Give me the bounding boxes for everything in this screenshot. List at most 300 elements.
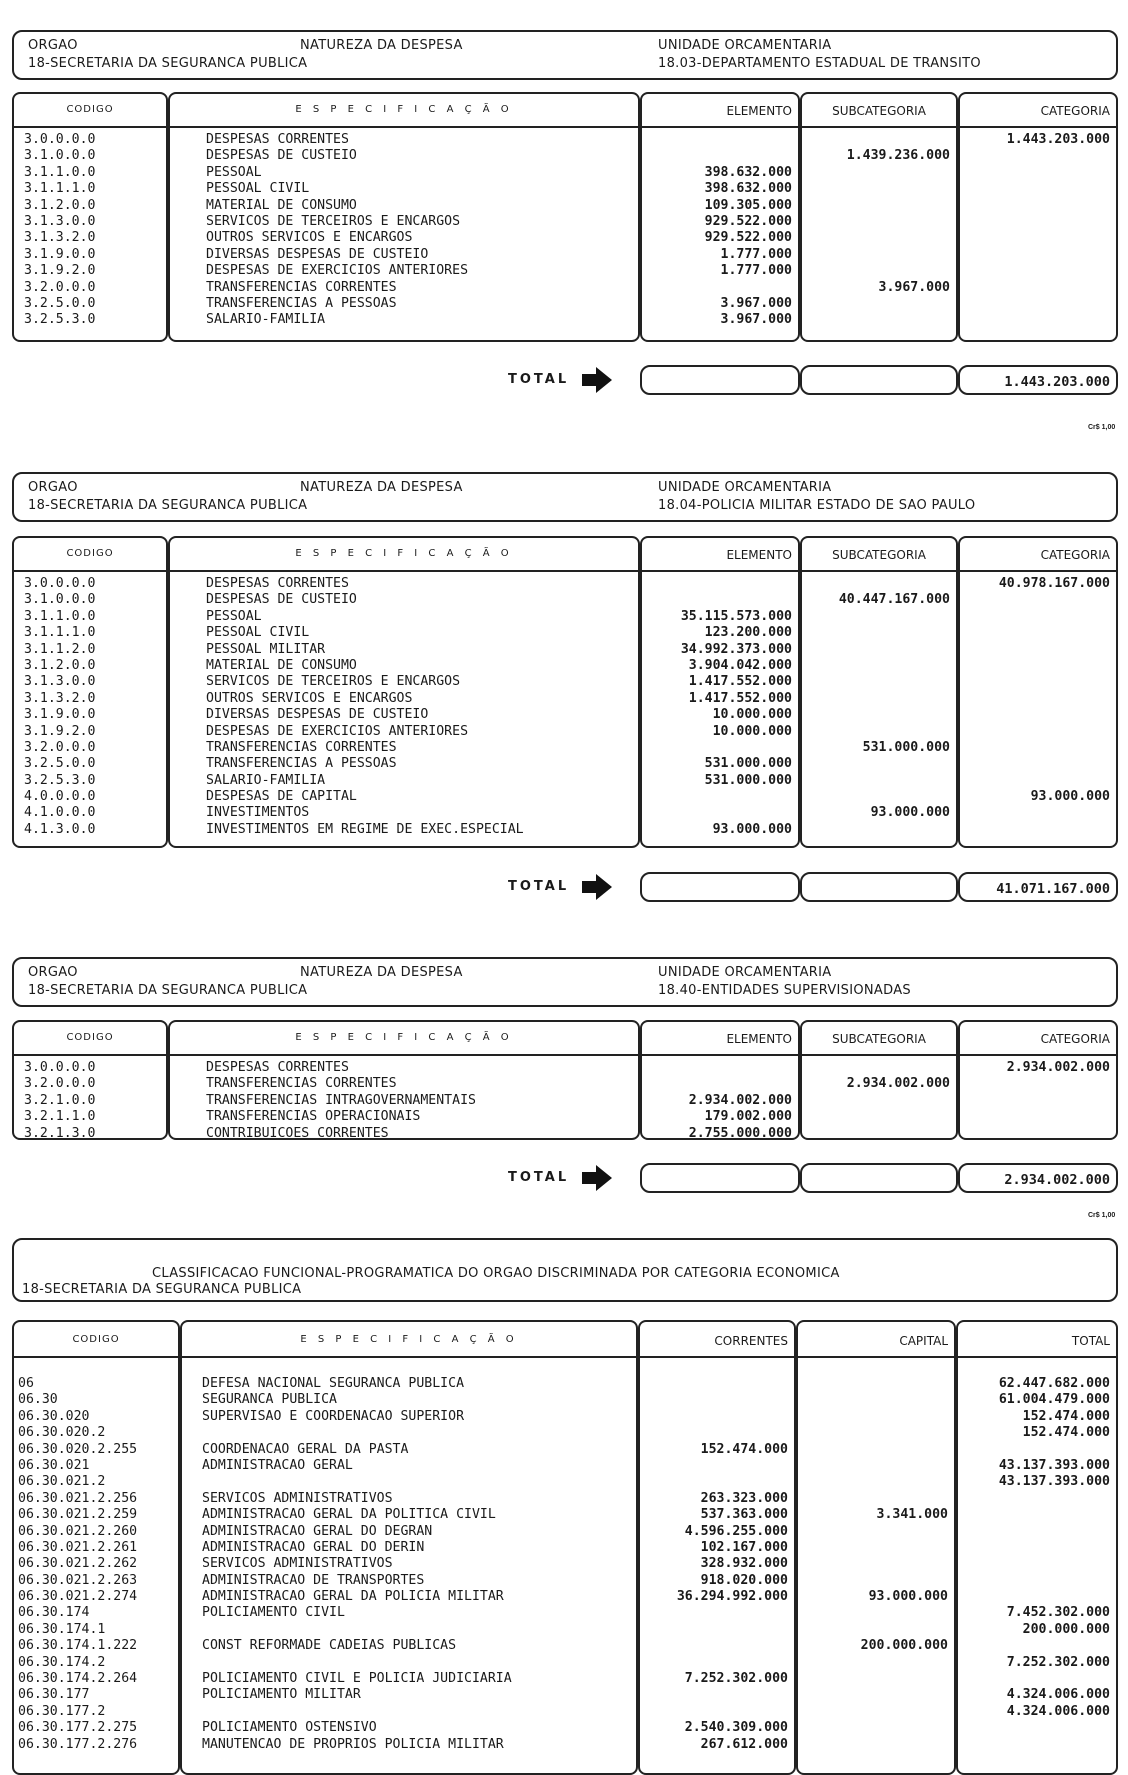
especificacao-cell: TRANSFERENCIAS CORRENTES xyxy=(206,279,397,295)
especificacao-cell: TRANSFERENCIAS CORRENTES xyxy=(206,739,397,755)
capital-value xyxy=(796,1458,948,1474)
subcategoria-list xyxy=(800,1060,950,1142)
especificacao-cell: MANUTENCAO DE PROPRIOS POLICIA MILITAR xyxy=(202,1736,504,1752)
header-divider xyxy=(12,1054,1118,1056)
especificacao-cell: MATERIAL DE CONSUMO xyxy=(206,197,357,213)
especificacao-cell: DESPESAS DE CAPITAL xyxy=(206,789,357,805)
correntes-value: 36.294.992.000 xyxy=(676,1589,788,1605)
correntes-value: 7.252.302.000 xyxy=(684,1671,788,1687)
total-value xyxy=(956,1442,1110,1458)
especificacao-cell: DESPESAS DE EXERCICIOS ANTERIORES xyxy=(206,723,469,739)
total-value: 61.004.479.000 xyxy=(998,1392,1110,1408)
categoria-value xyxy=(958,1076,1110,1092)
codigo-cell: 3.0.0.0.0 xyxy=(24,1060,96,1075)
codigo-cell: 3.1.3.0.0 xyxy=(24,213,96,229)
codigo-cell: 3.1.9.0.0 xyxy=(24,246,96,262)
categoria-value xyxy=(958,263,1110,279)
categoria-column-header: CATEGORIA xyxy=(1040,1032,1110,1046)
capital-value xyxy=(796,1622,948,1638)
capital-value xyxy=(796,1491,948,1507)
subcategoria-value: 1.439.236.000 xyxy=(846,148,950,164)
especificacao-cell: TRANSFERENCIAS A PESSOAS xyxy=(206,295,397,311)
especificacao-list xyxy=(206,576,636,838)
subcategoria-value xyxy=(800,1109,950,1125)
categoria-value xyxy=(958,230,1110,246)
orgao-value: 18-SECRETARIA DA SEGURANCA PUBLICA xyxy=(28,56,308,71)
especificacao-cell: TRANSFERENCIAS A PESSOAS xyxy=(206,756,397,772)
categoria-value xyxy=(958,165,1110,181)
subcategoria-column-header: SUBCATEGORIA xyxy=(832,548,926,562)
correntes-value: 267.612.000 xyxy=(700,1736,788,1752)
elemento-list xyxy=(640,576,792,838)
especificacao-column-header: E S P E C I F I C A Ç Ã O xyxy=(295,1032,513,1043)
elemento-value: 1.777.000 xyxy=(720,263,792,279)
codigo-column-header: CODIGO xyxy=(66,1032,114,1043)
categoria-value xyxy=(958,674,1110,690)
subcategoria-value xyxy=(800,214,950,230)
especificacao-cell: SERVICOS ADMINISTRATIVOS xyxy=(202,1556,393,1572)
categoria-value xyxy=(958,609,1110,625)
correntes-value xyxy=(638,1655,788,1671)
categoria-list xyxy=(958,132,1110,329)
codigo-cell: 06.30.021.2.256 xyxy=(18,1490,138,1506)
codigo-cell: 06.30.021.2.263 xyxy=(18,1572,138,1588)
capital-column-header: CAPITAL xyxy=(899,1334,948,1348)
codigo-cell: 3.1.3.0.0 xyxy=(24,674,96,690)
elemento-value xyxy=(640,740,792,756)
orgao-label: ORGAO xyxy=(28,965,78,980)
elemento-value: 398.632.000 xyxy=(704,181,792,197)
especificacao-cell xyxy=(202,1655,632,1671)
elemento-value: 531.000.000 xyxy=(704,756,792,772)
codigo-cell: 06.30.174.1 xyxy=(18,1621,106,1637)
header-divider xyxy=(12,1356,1118,1358)
total-value: 43.137.393.000 xyxy=(998,1457,1110,1473)
especificacao-cell: DESPESAS CORRENTES xyxy=(206,576,349,591)
elemento-value: 929.522.000 xyxy=(704,213,792,229)
categoria-value xyxy=(958,756,1110,772)
capital-value xyxy=(796,1425,948,1441)
unidade-label: UNIDADE ORCAMENTARIA xyxy=(658,965,832,980)
elemento-column-header: ELEMENTO xyxy=(726,548,792,562)
categoria-column-header: CATEGORIA xyxy=(1040,548,1110,562)
subcategoria-value xyxy=(800,773,950,789)
codigo-column-header: CODIGO xyxy=(72,1334,120,1345)
correntes-value: 328.932.000 xyxy=(700,1556,788,1572)
elemento-value: 929.522.000 xyxy=(704,230,792,246)
especificacao-list xyxy=(206,1060,636,1142)
especificacao-cell: DESPESAS CORRENTES xyxy=(206,132,349,147)
correntes-value xyxy=(638,1425,788,1441)
codigo-cell: 3.1.1.1.0 xyxy=(24,181,96,197)
codigo-cell: 06.30.021.2.260 xyxy=(18,1523,138,1539)
codigo-cell: 06.30.174.2 xyxy=(18,1654,106,1670)
subcategoria-list xyxy=(800,576,950,838)
total-value xyxy=(956,1737,1110,1753)
especificacao-cell: POLICIAMENTO CIVIL E POLICIA JUDICIARIA xyxy=(202,1671,512,1687)
subcategoria-column-header: SUBCATEGORIA xyxy=(832,104,926,118)
elemento-value: 1.777.000 xyxy=(720,246,792,262)
total-value xyxy=(956,1491,1110,1507)
categoria-value xyxy=(958,805,1110,821)
especificacao-cell xyxy=(202,1474,632,1490)
correntes-value: 2.540.309.000 xyxy=(684,1720,788,1736)
codigo-cell: 06.30.021.2.261 xyxy=(18,1539,138,1555)
especificacao-cell: PESSOAL xyxy=(206,608,262,624)
elemento-value: 2.755.000.000 xyxy=(688,1125,792,1141)
especificacao-cell: SUPERVISAO E COORDENACAO SUPERIOR xyxy=(202,1408,465,1424)
correntes-column-header: CORRENTES xyxy=(714,1334,788,1348)
currency-stamp: Cr$ 1,00 xyxy=(1088,424,1116,431)
orgao-value: 18-SECRETARIA DA SEGURANCA PUBLICA xyxy=(28,498,308,513)
header-divider xyxy=(12,126,1118,128)
capital-value xyxy=(796,1687,948,1703)
especificacao-cell: OUTROS SERVICOS E ENCARGOS xyxy=(206,230,413,246)
categoria-value xyxy=(958,280,1110,296)
total-value xyxy=(956,1524,1110,1540)
especificacao-cell: DESPESAS DE EXERCICIOS ANTERIORES xyxy=(206,263,469,279)
natureza-label: NATUREZA DA DESPESA xyxy=(300,480,463,495)
total-value: 200.000.000 xyxy=(1022,1621,1110,1637)
capital-value: 3.341.000 xyxy=(876,1507,948,1523)
categoria-value xyxy=(958,148,1110,164)
subcategoria-value xyxy=(800,658,950,674)
codigo-column-header: CODIGO xyxy=(66,548,114,559)
codigo-cell: 3.1.1.0.0 xyxy=(24,164,96,180)
capital-value xyxy=(796,1704,948,1720)
arrow-right-icon xyxy=(582,874,612,900)
capital-value xyxy=(796,1737,948,1753)
correntes-value xyxy=(638,1638,788,1654)
codigo-cell: 3.1.2.0.0 xyxy=(24,657,96,673)
categoria-value xyxy=(958,312,1110,328)
arrow-right-icon xyxy=(582,1165,612,1191)
subcategoria-value xyxy=(800,198,950,214)
correntes-value xyxy=(638,1605,788,1621)
total-value: 7.252.302.000 xyxy=(1006,1654,1110,1670)
categoria-value xyxy=(958,214,1110,230)
especificacao-list xyxy=(202,1376,632,1753)
codigo-cell: 3.0.0.0.0 xyxy=(24,576,96,591)
categoria-list xyxy=(958,576,1110,838)
codigo-cell: 06.30.177.2.276 xyxy=(18,1736,138,1752)
subcategoria-value xyxy=(800,756,950,772)
capital-value xyxy=(796,1605,948,1621)
especificacao-cell: PESSOAL xyxy=(206,164,262,180)
categoria-value xyxy=(958,773,1110,789)
especificacao-column-header: E S P E C I F I C A Ç Ã O xyxy=(295,548,513,559)
codigo-cell: 3.1.0.0.0 xyxy=(24,148,96,164)
unidade-label: UNIDADE ORCAMENTARIA xyxy=(658,480,832,495)
subcategoria-value xyxy=(800,707,950,723)
codigo-list xyxy=(24,1060,164,1142)
correntes-value xyxy=(638,1704,788,1720)
codigo-cell: 3.2.5.0.0 xyxy=(24,295,96,311)
total-value: 2.934.002.000 xyxy=(1004,1172,1110,1188)
elemento-value: 10.000.000 xyxy=(712,707,792,723)
categoria-value: 2.934.002.000 xyxy=(1006,1060,1110,1075)
categoria-value xyxy=(958,1093,1110,1109)
subcategoria-value xyxy=(800,296,950,312)
correntes-value xyxy=(638,1458,788,1474)
subcategoria-value xyxy=(800,642,950,658)
codigo-cell: 3.2.5.3.0 xyxy=(24,772,96,788)
especificacao-cell: ADMINISTRACAO GERAL DA POLITICA CIVIL xyxy=(202,1507,496,1523)
subcategoria-value xyxy=(800,132,950,148)
elemento-value: 531.000.000 xyxy=(704,772,792,788)
especificacao-cell: SEGURANCA PUBLICA xyxy=(202,1392,337,1408)
correntes-value: 918.020.000 xyxy=(700,1572,788,1588)
elemento-column-header: ELEMENTO xyxy=(726,104,792,118)
categoria-value xyxy=(958,296,1110,312)
especificacao-cell: SALARIO-FAMILIA xyxy=(206,312,326,328)
correntes-value xyxy=(638,1687,788,1703)
codigo-cell: 06.30.021.2 xyxy=(18,1474,106,1490)
codigo-cell: 06.30.177 xyxy=(18,1687,90,1703)
capital-value xyxy=(796,1392,948,1408)
elemento-value: 3.967.000 xyxy=(720,295,792,311)
total-value: 4.324.006.000 xyxy=(1006,1703,1110,1719)
orgao-label: ORGAO xyxy=(28,480,78,495)
especificacao-cell: ADMINISTRACAO GERAL xyxy=(202,1457,353,1473)
codigo-cell: 3.0.0.0.0 xyxy=(24,132,96,147)
total-value xyxy=(956,1720,1110,1736)
categoria-value: 40.978.167.000 xyxy=(998,576,1110,591)
total-value xyxy=(956,1540,1110,1556)
arrow-right-icon xyxy=(582,367,612,393)
total-value: 152.474.000 xyxy=(1022,1425,1110,1441)
capital-value: 200.000.000 xyxy=(860,1638,948,1654)
section-header xyxy=(12,30,1118,80)
total-elemento-box xyxy=(640,365,800,395)
subcategoria-value xyxy=(800,625,950,641)
capital-value xyxy=(796,1540,948,1556)
especificacao-cell: POLICIAMENTO OSTENSIVO xyxy=(202,1720,377,1736)
total-subcategoria-box xyxy=(800,872,958,902)
unidade-value: 18.03-DEPARTAMENTO ESTADUAL DE TRANSITO xyxy=(658,56,981,71)
categoria-value xyxy=(958,724,1110,740)
categoria-value xyxy=(958,181,1110,197)
elemento-value xyxy=(640,280,792,296)
especificacao-cell: ADMINISTRACAO GERAL DA POLICIA MILITAR xyxy=(202,1589,504,1605)
capital-value xyxy=(796,1376,948,1392)
codigo-cell: 06.30.020 xyxy=(18,1408,90,1424)
correntes-value xyxy=(638,1376,788,1392)
total-value xyxy=(956,1507,1110,1523)
categoria-value xyxy=(958,822,1110,838)
especificacao-cell: SALARIO-FAMILIA xyxy=(206,772,326,788)
total-elemento-box xyxy=(640,1163,800,1193)
categoria-value xyxy=(958,658,1110,674)
codigo-list xyxy=(24,132,164,329)
total-value: 1.443.203.000 xyxy=(1004,374,1110,390)
especificacao-cell: ADMINISTRACAO GERAL DO DEGRAN xyxy=(202,1523,433,1539)
codigo-list xyxy=(18,1376,178,1753)
total-categoria-box xyxy=(958,365,1118,395)
especificacao-list xyxy=(206,132,636,329)
orgao-value: 18-SECRETARIA DA SEGURANCA PUBLICA xyxy=(28,983,308,998)
capital-value xyxy=(796,1474,948,1490)
subcategoria-value xyxy=(800,230,950,246)
especificacao-cell: SERVICOS DE TERCEIROS E ENCARGOS xyxy=(206,213,461,229)
categoria-column-header: CATEGORIA xyxy=(1040,104,1110,118)
subcategoria-value xyxy=(800,609,950,625)
correntes-value: 4.596.255.000 xyxy=(684,1523,788,1539)
functional-title: CLASSIFICACAO FUNCIONAL-PROGRAMATICA DO ORGAO DISCRIMINADA POR CATEGORIA ECONOMICA xyxy=(152,1266,840,1281)
elemento-list xyxy=(640,132,792,329)
codigo-cell: 3.2.1.0.0 xyxy=(24,1092,96,1108)
codigo-cell: 06.30.020.2 xyxy=(18,1425,106,1441)
total-value: 43.137.393.000 xyxy=(998,1474,1110,1490)
correntes-value: 152.474.000 xyxy=(700,1441,788,1457)
codigo-column-header: CODIGO xyxy=(66,104,114,115)
total-categoria-box xyxy=(958,1163,1118,1193)
especificacao-cell: COORDENACAO GERAL DA PASTA xyxy=(202,1441,409,1457)
total-elemento-box xyxy=(640,872,800,902)
codigo-cell: 3.1.1.0.0 xyxy=(24,608,96,624)
subcategoria-value xyxy=(800,181,950,197)
correntes-value: 102.167.000 xyxy=(700,1539,788,1555)
codigo-cell: 3.1.9.2.0 xyxy=(24,263,96,279)
elemento-value xyxy=(640,592,792,608)
subcategoria-value xyxy=(800,691,950,707)
codigo-cell: 3.1.3.2.0 xyxy=(24,690,96,706)
codigo-cell: 06.30 xyxy=(18,1392,58,1408)
codigo-cell: 06.30.021.2.259 xyxy=(18,1507,138,1523)
subcategoria-value xyxy=(800,789,950,805)
elemento-value xyxy=(640,148,792,164)
total-label: TOTAL xyxy=(508,372,570,387)
especificacao-cell: TRANSFERENCIAS OPERACIONAIS xyxy=(206,1109,421,1125)
total-label: TOTAL xyxy=(508,879,570,894)
codigo-cell: 3.1.1.2.0 xyxy=(24,641,96,657)
elemento-value: 10.000.000 xyxy=(712,723,792,739)
categoria-value xyxy=(958,198,1110,214)
especificacao-cell: DIVERSAS DESPESAS DE CUSTEIO xyxy=(206,707,429,723)
especificacao-cell: TRANSFERENCIAS INTRAGOVERNAMENTAIS xyxy=(206,1092,476,1108)
total-value xyxy=(956,1589,1110,1605)
elemento-value: 179.002.000 xyxy=(704,1109,792,1125)
categoria-value xyxy=(958,740,1110,756)
codigo-cell: 3.2.5.0.0 xyxy=(24,756,96,772)
especificacao-cell: ADMINISTRACAO GERAL DO DERIN xyxy=(202,1539,425,1555)
especificacao-cell: SERVICOS DE TERCEIROS E ENCARGOS xyxy=(206,674,461,690)
categoria-value xyxy=(958,247,1110,263)
especificacao-column-header: E S P E C I F I C A Ç Ã O xyxy=(295,104,513,115)
total-value: 62.447.682.000 xyxy=(998,1376,1110,1391)
subcategoria-column-header: SUBCATEGORIA xyxy=(832,1032,926,1046)
elemento-value: 3.904.042.000 xyxy=(688,657,792,673)
codigo-cell: 3.2.0.0.0 xyxy=(24,1076,96,1092)
elemento-value: 398.632.000 xyxy=(704,164,792,180)
especificacao-cell: DIVERSAS DESPESAS DE CUSTEIO xyxy=(206,246,429,262)
total-list xyxy=(956,1376,1110,1753)
subcategoria-value xyxy=(800,822,950,838)
especificacao-cell: ADMINISTRACAO DE TRANSPORTES xyxy=(202,1572,425,1588)
categoria-value xyxy=(958,625,1110,641)
total-column-header: TOTAL xyxy=(1071,1334,1110,1348)
subcategoria-value xyxy=(800,165,950,181)
subcategoria-value: 531.000.000 xyxy=(862,739,950,755)
capital-value xyxy=(796,1556,948,1572)
orgao-value: 18-SECRETARIA DA SEGURANCA PUBLICA xyxy=(22,1282,302,1297)
elemento-value: 93.000.000 xyxy=(712,821,792,837)
especificacao-cell xyxy=(202,1704,632,1720)
categoria-value: 93.000.000 xyxy=(1030,789,1110,805)
subcategoria-value xyxy=(800,674,950,690)
categoria-value xyxy=(958,642,1110,658)
elemento-value xyxy=(640,1076,792,1092)
codigo-cell: 3.1.9.0.0 xyxy=(24,707,96,723)
subcategoria-value xyxy=(800,1060,950,1076)
unidade-value: 18.04-POLICIA MILITAR ESTADO DE SAO PAULO xyxy=(658,498,976,513)
elemento-value xyxy=(640,805,792,821)
elemento-column-header: ELEMENTO xyxy=(726,1032,792,1046)
codigo-cell: 06.30.021.2.274 xyxy=(18,1589,138,1605)
total-label: TOTAL xyxy=(508,1170,570,1185)
especificacao-column-header: E S P E C I F I C A Ç Ã O xyxy=(300,1334,518,1345)
elemento-value xyxy=(640,576,792,592)
categoria-value xyxy=(958,1109,1110,1125)
codigo-cell: 3.1.0.0.0 xyxy=(24,592,96,608)
categoria-value xyxy=(958,1126,1110,1142)
currency-stamp: Cr$ 1,00 xyxy=(1088,1212,1116,1219)
subcategoria-value: 40.447.167.000 xyxy=(838,592,950,608)
codigo-cell: 3.2.0.0.0 xyxy=(24,739,96,755)
correntes-value xyxy=(638,1474,788,1490)
capital-list xyxy=(796,1376,948,1753)
codigo-cell: 3.1.1.1.0 xyxy=(24,625,96,641)
capital-value xyxy=(796,1524,948,1540)
codigo-cell: 06.30.021 xyxy=(18,1457,90,1473)
especificacao-cell: SERVICOS ADMINISTRATIVOS xyxy=(202,1490,393,1506)
codigo-list xyxy=(24,576,164,838)
categoria-value xyxy=(958,592,1110,608)
especificacao-cell: TRANSFERENCIAS CORRENTES xyxy=(206,1076,397,1092)
total-value xyxy=(956,1573,1110,1589)
subcategoria-value: 2.934.002.000 xyxy=(846,1076,950,1092)
codigo-cell: 06.30.020.2.255 xyxy=(18,1441,138,1457)
subcategoria-list xyxy=(800,132,950,329)
capital-value xyxy=(796,1442,948,1458)
codigo-cell: 3.2.0.0.0 xyxy=(24,279,96,295)
codigo-cell: 3.1.2.0.0 xyxy=(24,197,96,213)
elemento-value: 1.417.552.000 xyxy=(688,690,792,706)
total-categoria-box xyxy=(958,872,1118,902)
categoria-value xyxy=(958,691,1110,707)
subcategoria-value xyxy=(800,263,950,279)
total-value xyxy=(956,1671,1110,1687)
codigo-cell: 3.2.1.1.0 xyxy=(24,1109,96,1125)
subcategoria-value xyxy=(800,576,950,592)
especificacao-cell xyxy=(202,1622,632,1638)
codigo-cell: 3.2.5.3.0 xyxy=(24,312,96,328)
especificacao-cell: DESPESAS CORRENTES xyxy=(206,1060,349,1075)
correntes-value xyxy=(638,1392,788,1408)
correntes-value: 537.363.000 xyxy=(700,1507,788,1523)
codigo-cell: 06 xyxy=(18,1376,34,1391)
codigo-cell: 4.1.3.0.0 xyxy=(24,821,96,837)
subcategoria-value: 93.000.000 xyxy=(870,805,950,821)
especificacao-cell: PESSOAL CIVIL xyxy=(206,625,310,641)
unidade-label: UNIDADE ORCAMENTARIA xyxy=(658,38,832,53)
codigo-cell: 06.30.177.2.275 xyxy=(18,1720,138,1736)
codigo-cell: 3.1.3.2.0 xyxy=(24,230,96,246)
categoria-value: 1.443.203.000 xyxy=(1006,132,1110,147)
codigo-cell: 06.30.021.2.262 xyxy=(18,1556,138,1572)
codigo-cell: 06.30.177.2 xyxy=(18,1703,106,1719)
correntes-value xyxy=(638,1622,788,1638)
